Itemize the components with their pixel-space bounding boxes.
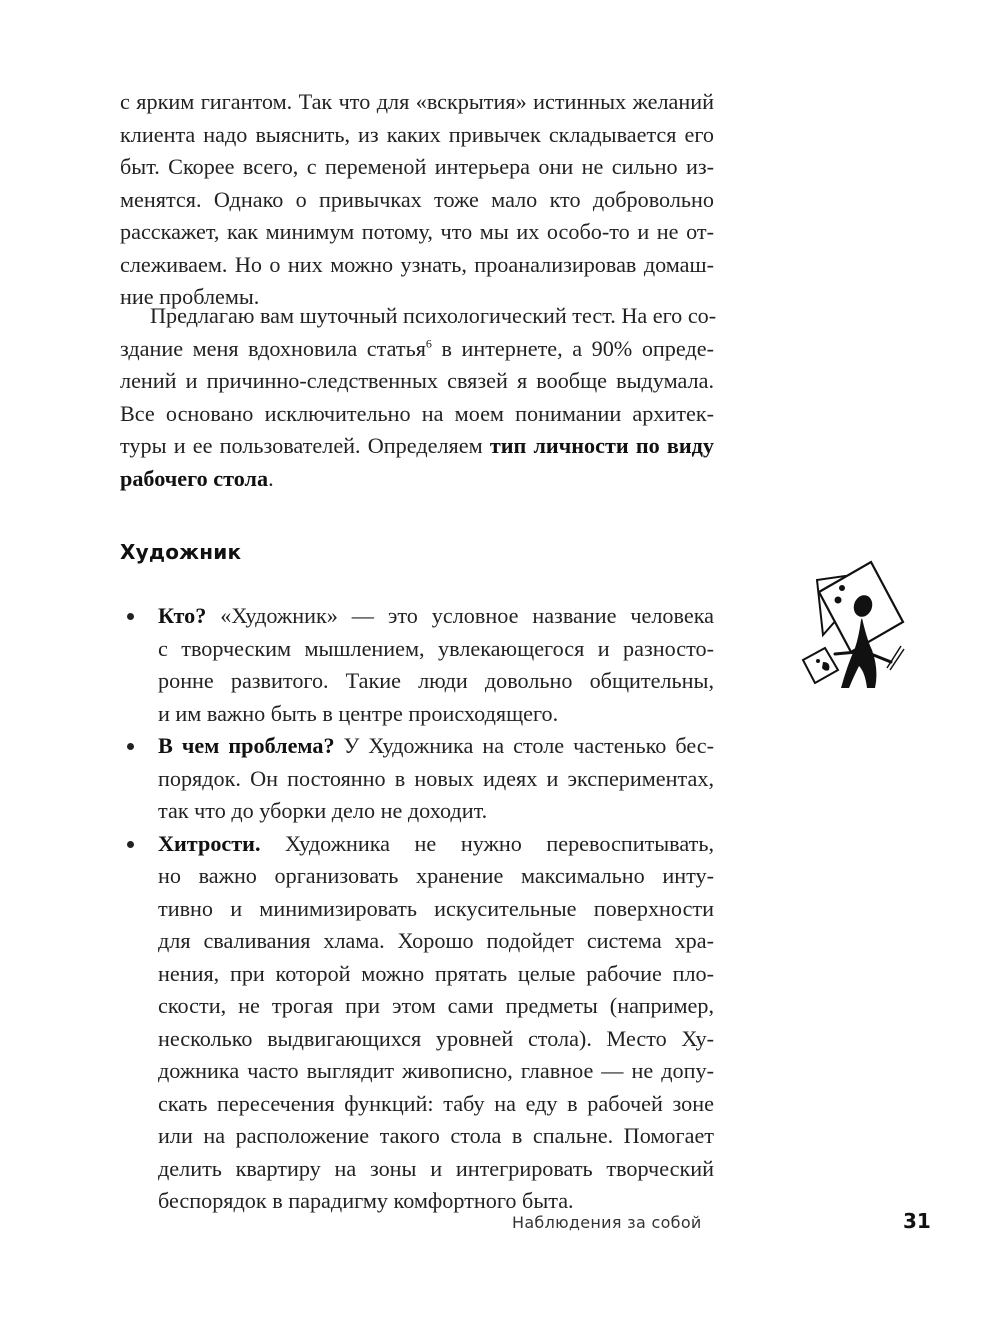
- bullet-label: В чем проблема?: [158, 733, 335, 758]
- text-fragment: здание меня вдохновила статья: [120, 335, 426, 361]
- text-line: [120, 463, 714, 496]
- text-line: скать пересечения функций: табу на еду в рабочей зоне: [158, 1090, 714, 1116]
- text-line: ронне развитого. Такие люди довольно общительны,: [158, 668, 714, 693]
- text-line: беспорядок в парадигму комфортного быта.: [158, 1188, 574, 1213]
- text-line: [158, 828, 714, 861]
- text-fragment: У Художника на столе частенько бес-: [334, 733, 714, 758]
- text-line: [158, 730, 714, 763]
- text-fragment: Художника не нужно перевоспитывать,: [260, 830, 714, 856]
- text-line: с творческим мышлением, увлекающегося и разносто-: [158, 635, 714, 661]
- text-line: с ярким гигантом. Так что для «вскрытия» истинных желаний: [120, 89, 714, 114]
- test-paragraph: [120, 300, 717, 495]
- bullet-label: Кто?: [158, 603, 207, 628]
- section-heading: Художник: [120, 540, 242, 564]
- text-line: и им важно быть в центре происходящего.: [158, 700, 559, 726]
- text-line: Предлагаю вам шуточный психологический тест. На его со-: [150, 303, 717, 328]
- text-line: [120, 430, 714, 463]
- text-fragment: «Художник» — это условное название человека: [206, 603, 714, 628]
- text-line: расскажет, как минимум потому, что мы их особо-то и не от-: [120, 219, 714, 244]
- text-fragment: .: [268, 465, 274, 491]
- bullet-label: Хитрости.: [158, 830, 261, 856]
- bullet-icon: [127, 841, 134, 848]
- text-line: клиента надо выяснить, из каких привычек складывается его: [120, 121, 714, 147]
- text-line: скости, не трогая при этом сами предметы (например,: [158, 993, 714, 1018]
- bullet-list: [120, 600, 714, 1218]
- text-line: нения, при которой можно прятать целые рабочие пло-: [158, 960, 714, 986]
- list-item: [120, 600, 714, 730]
- text-line: делить квартиру на зоны и интегрировать творческий: [158, 1155, 714, 1181]
- text-line: Все основано исключительно на моем понимании архитек-: [120, 400, 714, 426]
- text-line: несколько выдвигающихся уровней стола). Место Ху-: [158, 1025, 714, 1051]
- list-item: [120, 828, 714, 1218]
- text-line: быт. Скорее всего, с переменой интерьера они не сильно из-: [120, 154, 714, 179]
- page-number: 31: [903, 1209, 931, 1233]
- text-line: тивно и минимизировать искусительные поверхности: [158, 895, 714, 921]
- running-footer-title: Наблюдения за собой: [512, 1213, 702, 1232]
- text-line: менятся. Однако о привычках тоже мало кто добровольно: [120, 186, 714, 212]
- text-line: но важно организовать хранение максимально инту-: [158, 863, 714, 888]
- list-item: [120, 730, 714, 828]
- text-line: так что до уборки дело не доходит.: [158, 798, 488, 823]
- footnote-marker[interactable]: 6: [425, 336, 432, 351]
- text-line: [120, 333, 714, 366]
- text-line: лений и причинно-следственных связей я вообще выдумала.: [120, 368, 714, 393]
- text-fragment: туры и ее пользователей. Определяем: [120, 433, 490, 458]
- text-line: или на расположение такого стола в спальне. Помогает: [158, 1123, 714, 1148]
- intro-paragraph: [120, 86, 714, 314]
- text-line: ние проблемы.: [120, 284, 260, 309]
- text-line: слеживаем. Но о них можно узнать, проанализировав домаш-: [120, 251, 714, 277]
- bullet-icon: [127, 743, 134, 750]
- emphasis-text: рабочего стола: [120, 465, 269, 491]
- text-fragment: в интернете, а 90% опреде-: [431, 335, 714, 361]
- bullet-icon: [127, 613, 134, 620]
- text-line: дожника часто выглядит живописно, главное — не допу-: [158, 1058, 714, 1083]
- text-line: порядок. Он постоянно в новых идеях и экспериментах,: [158, 765, 714, 791]
- text-line: для сваливания хлама. Хорошо подойдет система хра-: [158, 928, 714, 953]
- artist-illustration-icon: [775, 540, 905, 690]
- text-line: [158, 600, 714, 633]
- emphasis-text: тип личности по виду: [489, 433, 714, 458]
